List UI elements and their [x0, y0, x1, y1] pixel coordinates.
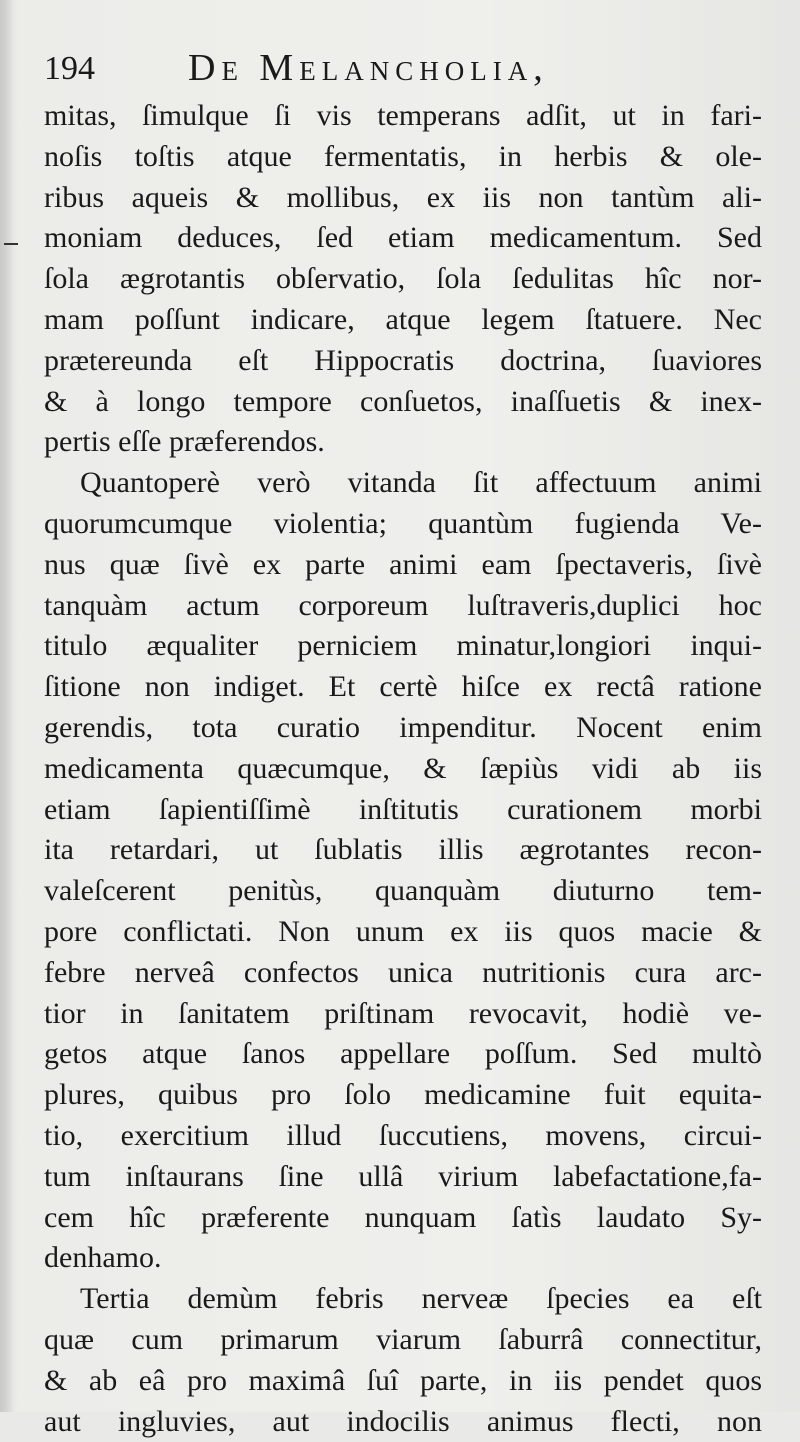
text-line: pertis eſſe præferendos. — [44, 422, 762, 463]
text-line: medicamenta quæcumque, & ſæpiùs vidi ab iis — [44, 749, 762, 790]
text-line: tanquàm actum corporeum luſtraveris,duplici hoc — [44, 586, 762, 627]
text-line: valeſcerent penitùs, quanquàm diuturno tem- — [44, 871, 762, 912]
paragraph-first-line: Quantoperè verò vitanda ſit affectuum animi — [44, 463, 762, 504]
running-head — [42, 44, 762, 90]
text-line: quorumcumque violentia; quantùm fugienda Ve- — [44, 504, 762, 545]
text-line: ſola ægrotantis obſervatio, ſola ſedulitas hîc nor- — [44, 259, 762, 300]
running-title: De Melancholia, — [188, 46, 549, 90]
text-line: ita retardari, ut ſublatis illis ægrotantes recon- — [44, 830, 762, 871]
page-edge-shadow — [0, 0, 14, 1412]
text-line: mitas, ſimulque ſi vis temperans adſit, ut in fari- — [44, 96, 762, 137]
text-line: gerendis, tota curatio impenditur. Nocent enim — [44, 708, 762, 749]
text-line: titulo æqualiter perniciem minatur,longiori inqui- — [44, 626, 762, 667]
text-line: denhamo. — [44, 1238, 762, 1279]
text-line: prætereunda eſt Hippocratis doctrina, ſuaviores — [44, 341, 762, 382]
text-line: tior in ſanitatem priſtinam revocavit, hodiè ve- — [44, 994, 762, 1035]
text-line: cem hîc præferente nunquam ſatìs laudato Sy- — [44, 1198, 762, 1239]
page-number: 194 — [44, 50, 95, 88]
text-line: tio, exercitium illud ſuccutiens, movens, circui- — [44, 1116, 762, 1157]
text-line: getos atque ſanos appellare poſſum. Sed multò — [44, 1034, 762, 1075]
text-line: tum inſtaurans ſine ullâ virium labefactatione,fa- — [44, 1157, 762, 1198]
text-line: & à longo tempore conſuetos, inaſſuetis & inex- — [44, 382, 762, 423]
text-line: etiam ſapientiſſimè inſtitutis curationem morbi — [44, 790, 762, 831]
text-line: quæ cum primarum viarum ſaburrâ connectitur, — [44, 1320, 762, 1361]
text-line: moniam deduces, ſed etiam medicamentum. Sed — [44, 218, 762, 259]
text-line: noſis toſtis atque fermentatis, in herbis & ole- — [44, 137, 762, 178]
text-line: plures, quibus pro ſolo medicamine fuit equita- — [44, 1075, 762, 1116]
text-line: febre nerveâ confectos unica nutritionis cura arc- — [44, 953, 762, 994]
text-line: nus quæ ſivè ex parte animi eam ſpectaveris, ſivè — [44, 545, 762, 586]
text-block — [44, 96, 762, 1442]
text-line: pore conflictati. Non unum ex iis quos macie & — [44, 912, 762, 953]
margin-mark — [4, 243, 18, 245]
text-line: mam poſſunt indicare, atque legem ſtatuere. Nec — [44, 300, 762, 341]
text-line: ſitione non indiget. Et certè hiſce ex rectâ ratione — [44, 667, 762, 708]
paragraph-first-line: Tertia demùm febris nerveæ ſpecies ea eſt — [44, 1279, 762, 1320]
text-line: aut ingluvies, aut indocilis animus flecti, non — [44, 1402, 762, 1442]
text-line: ribus aqueis & mollibus, ex iis non tantùm ali- — [44, 178, 762, 219]
text-line: & ab eâ pro maximâ ſuî parte, in iis pendet quos — [44, 1361, 762, 1402]
